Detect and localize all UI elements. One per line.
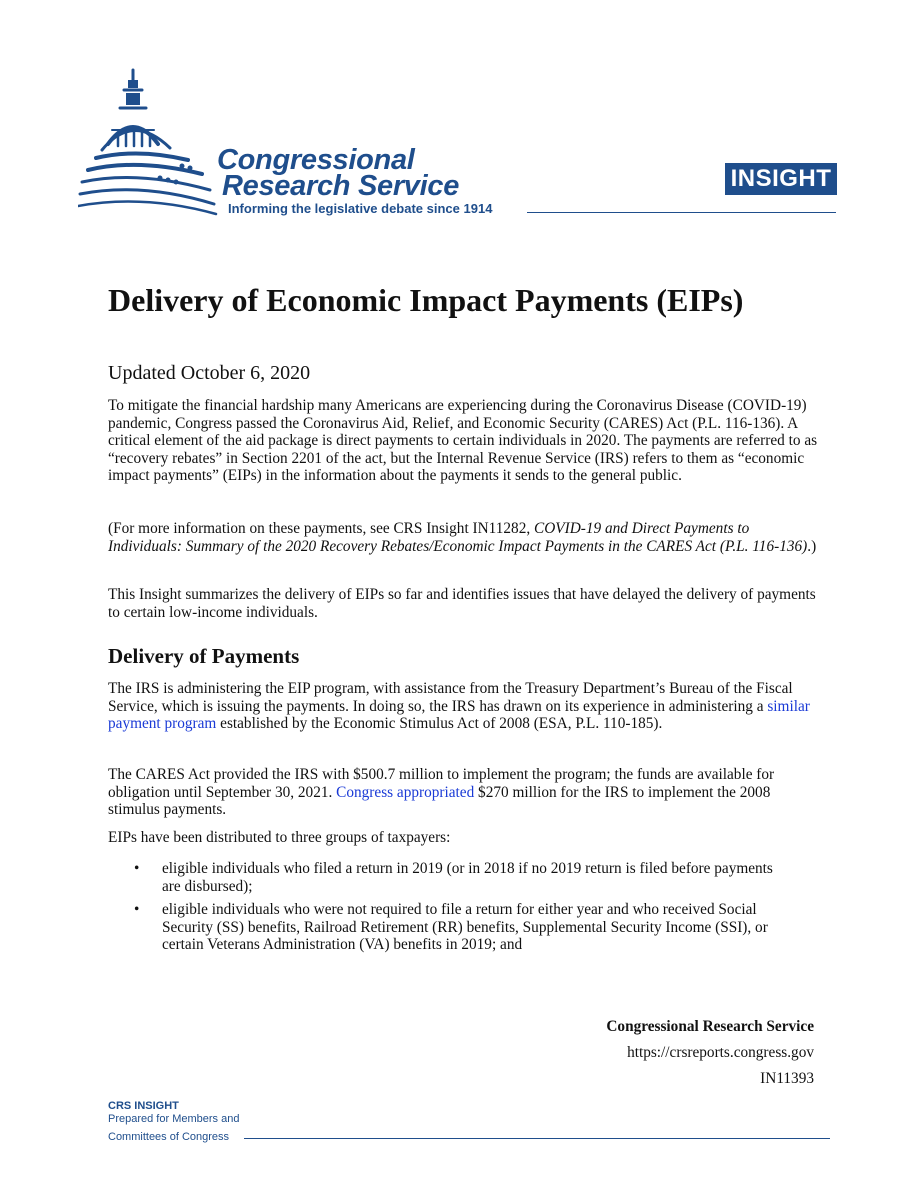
section-p1-text-a: The IRS is administering the EIP program, with assistance from the Treasury Department’s Bureau of the Fiscal Service, which is issuing the payments. In doing so, the IRS has drawn on its experience in administering a	[108, 680, 793, 715]
crs-capitol-dome-logo	[78, 66, 228, 216]
footer-org-name: Congressional Research Service	[606, 1018, 814, 1035]
list-item-text: eligible individuals who were not required to file a return for either year and who received Social Security (SS) benefits, Railroad Retirement (RR) benefits, Supplemental Security Income (SSI), or certain Veterans Administration (VA) benefits in 2019; and	[162, 901, 768, 954]
section-heading: Delivery of Payments	[108, 644, 300, 668]
tagline: Informing the legislative debate since 1914	[228, 201, 493, 216]
list-item	[130, 860, 790, 895]
updated-date: Updated October 6, 2020	[108, 362, 311, 384]
similar-payment-program-link[interactable]: similar payment program	[108, 697, 810, 733]
insight-badge: INSIGHT	[725, 163, 837, 195]
footer-divider	[244, 1138, 830, 1139]
header-divider	[527, 212, 836, 213]
intro-paragraph-1: To mitigate the financial hardship many Americans are experiencing during the Coronavirus Disease (COVID-19) pandemic, Congress passed the Coronavirus Aid, Relief, and Economic Security (CARES) Act (P.L. 116-136). A critical element of the aid package is direct payments to certain individuals in 2020. The payments are referred to as “recovery rebates” in Section 2201 of the act, but the Internal Revenue Service (IRS) refers to them as “economic impact payments” (EIPs) in the information about the payments it sends to the general public.	[108, 397, 818, 485]
congress-appropriated-link[interactable]: Congress appropriated	[336, 783, 475, 801]
footer-prepared-text: Prepared for Members and	[108, 1113, 240, 1125]
footer-info	[606, 1014, 814, 1092]
footer-committees-text: Committees of Congress	[108, 1131, 230, 1143]
list-item-text: eligible individuals who filed a return in 2019 (or in 2018 if no 2019 return is filed before payments are disbursed);	[162, 860, 773, 895]
referenced-insight-title: COVID-19 and Direct Payments to Individuals: Summary of the 2020 Recovery Rebates/Economic Impact Payments in the CARES Act (P.L. 116-136)	[108, 520, 808, 555]
intro-p2-suffix: .)	[807, 537, 817, 555]
footer-report-id: IN11393	[760, 1070, 814, 1087]
intro-paragraph-2	[108, 520, 818, 555]
org-name-line2: Research Service	[222, 170, 460, 202]
section-p2-text-a: The CARES Act provided the IRS with $500.7 million to implement the program; the funds are available for obligation until September 30, 2021.	[108, 766, 775, 801]
section-paragraph-2	[108, 766, 818, 819]
org-name-line1: Congressional	[217, 144, 415, 176]
intro-paragraph-3: This Insight summarizes the delivery of EIPs so far and identifies issues that have delayed the delivery of payments to certain low-income individuals.	[108, 586, 816, 621]
list-item	[130, 901, 790, 954]
section-p1-text-b: established by the Economic Stimulus Act of 2008 (ESA, P.L. 110-185).	[216, 715, 663, 733]
section-paragraph-1	[108, 680, 818, 733]
footer-crs-insight-label: CRS INSIGHT	[108, 1100, 179, 1112]
bullet-icon: •	[134, 860, 140, 877]
page-title: Delivery of Economic Impact Payments (EIPs)	[108, 282, 744, 318]
footer-url: https://crsreports.congress.gov	[627, 1044, 814, 1061]
bullet-icon: •	[134, 901, 140, 919]
taxpayer-groups-list	[130, 860, 790, 960]
intro-p2-prefix: (For more information on these payments, see CRS Insight IN11282,	[108, 520, 534, 537]
section-p2-text-b: $270 million for the IRS to implement the 2008 stimulus payments.	[108, 783, 771, 819]
section-paragraph-3: EIPs have been distributed to three groups of taxpayers:	[108, 829, 451, 846]
